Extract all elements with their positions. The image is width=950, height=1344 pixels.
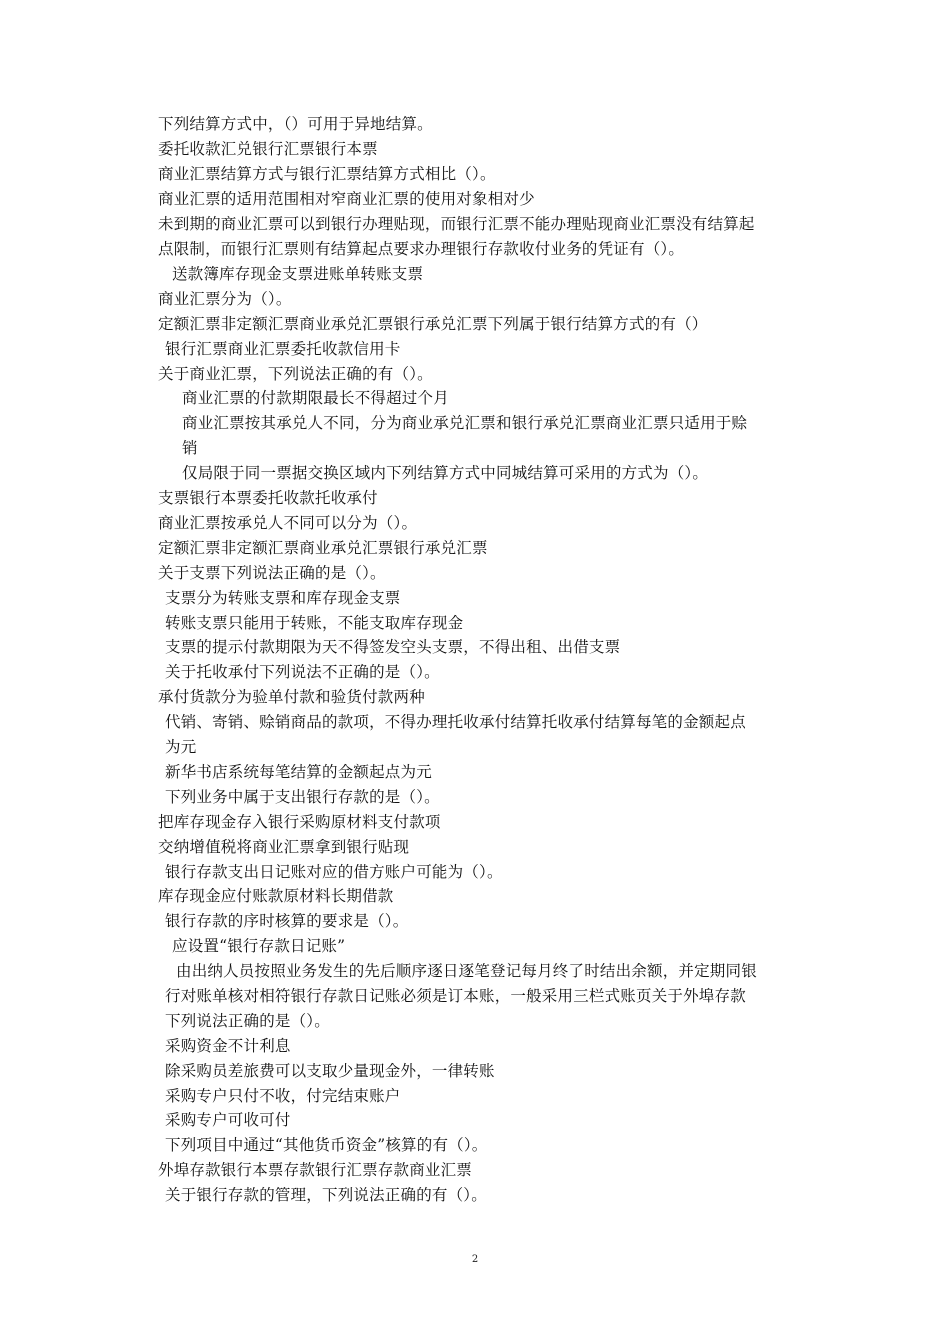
text-line: 应设置“银行存款日记账”	[172, 937, 346, 955]
text-line: 商业汇票按其承兑人不同，分为商业承兑汇票和银行承兑汇票商业汇票只适用于赊	[182, 414, 748, 432]
text-line: 采购专户可收可付	[165, 1111, 291, 1129]
text-line: 关于支票下列说法正确的是（）。	[158, 564, 386, 582]
text-line: 银行汇票商业汇票委托收款信用卡	[165, 340, 401, 358]
text-line: 代销、寄销、赊销商品的款项，不得办理托收承付结算托收承付结算每笔的金额起点	[165, 713, 746, 731]
text-line: 承付货款分为验单付款和验货付款两种	[158, 688, 425, 706]
text-line: 把库存现金存入银行采购原材料支付款项	[158, 813, 441, 831]
text-line: 送款簿库存现金支票进账单转账支票	[172, 265, 424, 283]
text-line: 关于银行存款的管理，下列说法正确的有（）。	[165, 1186, 487, 1204]
text-line: 采购专户只付不收，付完结束账户	[165, 1087, 401, 1105]
text-line: 商业汇票结算方式与银行汇票结算方式相比（）。	[158, 165, 496, 183]
text-line: 未到期的商业汇票可以到银行办理贴现，而银行汇票不能办理贴现商业汇票没有结算起	[158, 215, 755, 233]
text-line: 库存现金应付账款原材料长期借款	[158, 887, 394, 905]
text-line: 银行存款的序时核算的要求是（）。	[165, 912, 409, 930]
text-line: 下列说法正确的是（）。	[165, 1012, 330, 1030]
text-line: 关于商业汇票，下列说法正确的有（）。	[158, 365, 433, 383]
text-line: 仅局限于同一票据交换区域内下列结算方式中同城结算可采用的方式为（）。	[182, 464, 709, 482]
text-line: 委托收款汇兑银行汇票银行本票	[158, 140, 378, 158]
text-line: 银行存款支出日记账对应的借方账户可能为（）。	[165, 863, 503, 881]
text-line: 新华书店系统每笔结算的金额起点为元	[165, 763, 432, 781]
text-line: 商业汇票的适用范围相对窄商业汇票的使用对象相对少	[158, 190, 535, 208]
text-line: 定额汇票非定额汇票商业承兑汇票银行承兑汇票下列属于银行结算方式的有（）	[158, 315, 708, 333]
text-line: 转账支票只能用于转账，不能支取库存现金	[165, 614, 464, 632]
text-line: 定额汇票非定额汇票商业承兑汇票银行承兑汇票	[158, 539, 488, 557]
text-line: 商业汇票按承兑人不同可以分为（）。	[158, 514, 418, 532]
text-line: 外埠存款银行本票存款银行汇票存款商业汇票	[158, 1161, 473, 1179]
text-line: 除采购员差旅费可以支取少量现金外，一律转账	[165, 1062, 495, 1080]
text-line: 下列结算方式中，（）可用于异地结算。	[158, 115, 433, 133]
text-line: 采购资金不计利息	[165, 1037, 291, 1055]
text-line: 为元	[165, 738, 197, 756]
text-line: 商业汇票分为（）。	[158, 290, 292, 308]
text-line: 点限制，而银行汇票则有结算起点要求办理银行存款收付业务的凭证有（）。	[158, 240, 685, 258]
text-line: 行对账单核对相符银行存款日记账必须是订本账，一般采用三栏式账页关于外埠存款	[165, 987, 746, 1005]
text-line: 商业汇票的付款期限最长不得超过个月	[182, 389, 449, 407]
page-number: 2	[471, 1254, 479, 1265]
text-line: 由出纳人员按照业务发生的先后顺序逐日逐笔登记每月终了时结出余额，并定期同银	[176, 962, 757, 980]
text-line: 销	[182, 439, 198, 457]
text-line: 支票银行本票委托收款托收承付	[158, 489, 378, 507]
text-line: 支票分为转账支票和库存现金支票	[165, 589, 401, 607]
text-line: 下列项目中通过“其他货币资金”核算的有（）。	[165, 1136, 488, 1154]
text-line: 支票的提示付款期限为天不得签发空头支票，不得出租、出借支票	[165, 638, 621, 656]
text-line: 交纳增值税将商业汇票拿到银行贴现	[158, 838, 410, 856]
text-line: 下列业务中属于支出银行存款的是（）。	[165, 788, 440, 806]
text-line: 关于托收承付下列说法不正确的是（）。	[165, 663, 440, 681]
